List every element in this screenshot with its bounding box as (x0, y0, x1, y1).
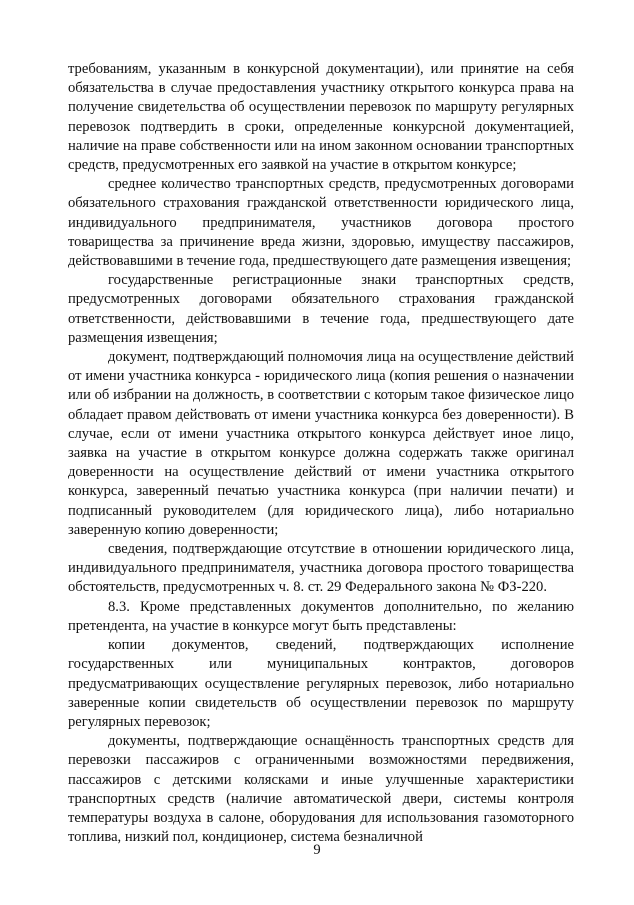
paragraph: копии документов, сведений, подтверждающих исполнение государственных или муниципальных контрактов, договоров предусматривающих осуществление регулярных перевозок, либо нотариально заверенные копии свидетельств об осуществлении перевозок по маршруту регулярных перевозок; (68, 637, 574, 730)
document-body (68, 60, 574, 847)
paragraph: 8.3. Кроме представленных документов дополнительно, по желанию претендента, на участие в конкурсе могут быть представлены: (68, 598, 574, 634)
paragraph: среднее количество транспортных средств, предусмотренных договорами обязательного страхования гражданской ответственности юридического лица, индивидуального предпринимателя, участников договора простого товарищества за причинение вреда жизни, здоровью, имуществу пассажиров, действовавшими в течение года, предшествующего дате размещения извещения; (68, 176, 574, 270)
paragraph: государственные регистрационные знаки транспортных средств, предусмотренных договорами обязательного страхования гражданской ответственности, действовавшими в течение года, предшествующего дате размещения извещения; (68, 272, 574, 346)
paragraph: документы, подтверждающие оснащённость транспортных средств для перевозки пассажиров с ограниченными возможностями передвижения, пассажиров с детскими колясками и иные улучшенные характеристики транспортных средств (наличие автоматической двери, системы контроля температуры воздуха в салоне, оборудования для использования газомоторного топлива, низкий пол, кондиционер, система безналичной (68, 733, 574, 846)
paragraph: документ, подтверждающий полномочия лица на осуществление действий от имени участника конкурса - юридического лица (копия решения о назначении или об избрании на должность, в соответствии с которым такое физическое лицо обладает правом действовать от имени участника конкурса без доверенности). В случае, если от имени участника открытого конкурса действует иное лицо, заявка на участие в открытом конкурсе должна содержать также оригинал доверенности на осуществление действий от имени участника открытого конкурса, заверенный печатью участника конкурса (при наличии печати) и подписанный руководителем (для юридического лица), либо нотариально заверенную копию доверенности; (68, 349, 574, 538)
paragraph: сведения, подтверждающие отсутствие в отношении юридического лица, индивидуального предпринимателя, участника договора простого товарищества обстоятельств, предусмотренных ч. 8. ст. 29 Федерального закона № ФЗ-220. (68, 541, 574, 596)
page-number: 9 (313, 842, 321, 858)
paragraph: требованиям, указанным в конкурсной документации), или принятие на себя обязательства в случае предоставления участнику открытого конкурса права на получение свидетельства об осуществлении перевозок по маршруту регулярных перевозок подтвердить в сроки, определенные конкурсной документацией, наличие на праве собственности или на ином законном основании транспортных средств, предусмотренных его заявкой на участие в открытом конкурсе; (68, 61, 574, 174)
